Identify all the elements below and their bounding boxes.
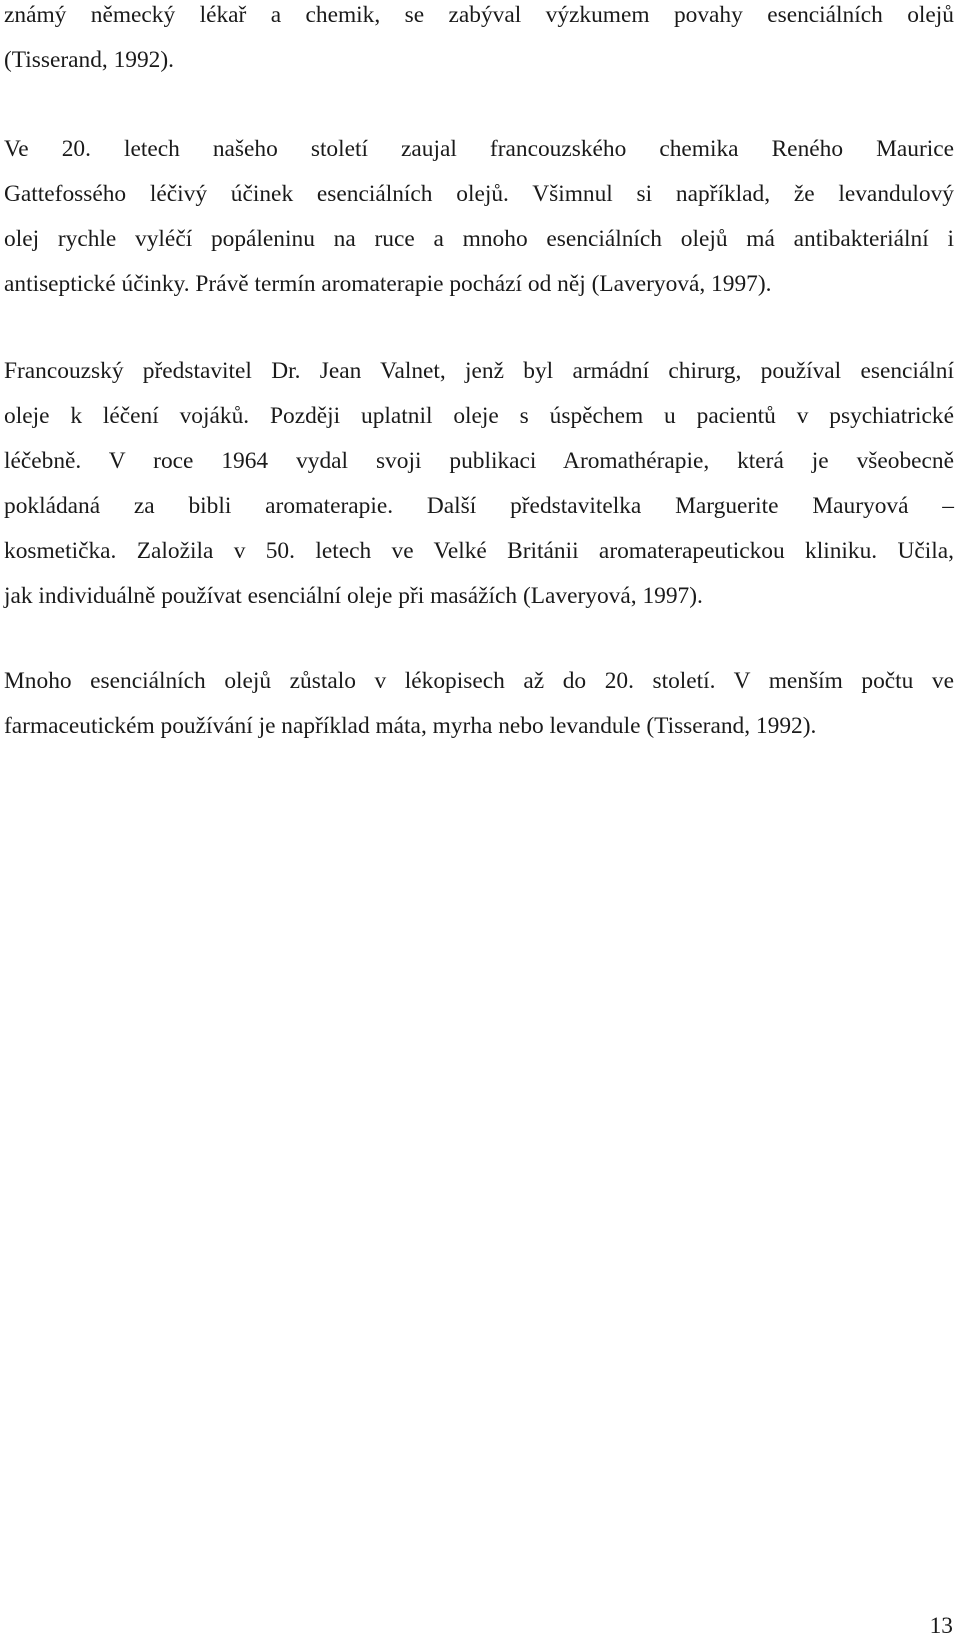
text-line: olej rychle vyléčí popáleninu na ruce a mnoho esenciálních olejů má antibakteriální i [4, 226, 954, 252]
text-line: pokládaná za bibli aromaterapie. Další představitelka Marguerite Mauryová – [4, 493, 954, 519]
paragraph-gattefosse [4, 134, 954, 314]
text-line: Mnoho esenciálních olejů zůstalo v lékopisech až do 20. století. V menším počtu ve [4, 668, 954, 694]
paragraph-pharmacopoeia [4, 666, 954, 756]
text-line: antiseptické účinky. Právě termín aromaterapie pochází od něj (Laveryová, 1997). [4, 271, 772, 297]
paragraph-valnet-maury [4, 356, 954, 626]
text-line: léčebně. V roce 1964 vydal svoji publikaci Aromathérapie, která je všeobecně [4, 448, 954, 474]
text-line: Ve 20. letech našeho století zaujal francouzského chemika Reného Maurice [4, 136, 954, 162]
text-line: známý německý lékař a chemik, se zabýval výzkumem povahy esenciálních olejů [4, 2, 954, 28]
paragraph-gattefosse-intro-tail [4, 0, 954, 90]
text-line: (Tisserand, 1992). [4, 47, 175, 73]
text-line: kosmetička. Založila v 50. letech ve Velké Británii aromaterapeutickou kliniku. Učila, [4, 538, 954, 564]
text-line: jak individuálně používat esenciální oleje při masážích (Laveryová, 1997). [4, 583, 703, 609]
text-line: Francouzský představitel Dr. Jean Valnet, jenž byl armádní chirurg, používal esenciální [4, 358, 954, 384]
text-line: Gattefossého léčivý účinek esenciálních olejů. Všimnul si například, že levandulový [4, 181, 954, 207]
text-line: oleje k léčení vojáků. Později uplatnil oleje s úspěchem u pacientů v psychiatrické [4, 403, 954, 429]
page-number: 13 [929, 1613, 953, 1639]
text-line: farmaceutickém používání je například máta, myrha nebo levandule (Tisserand, 1992). [4, 713, 817, 739]
